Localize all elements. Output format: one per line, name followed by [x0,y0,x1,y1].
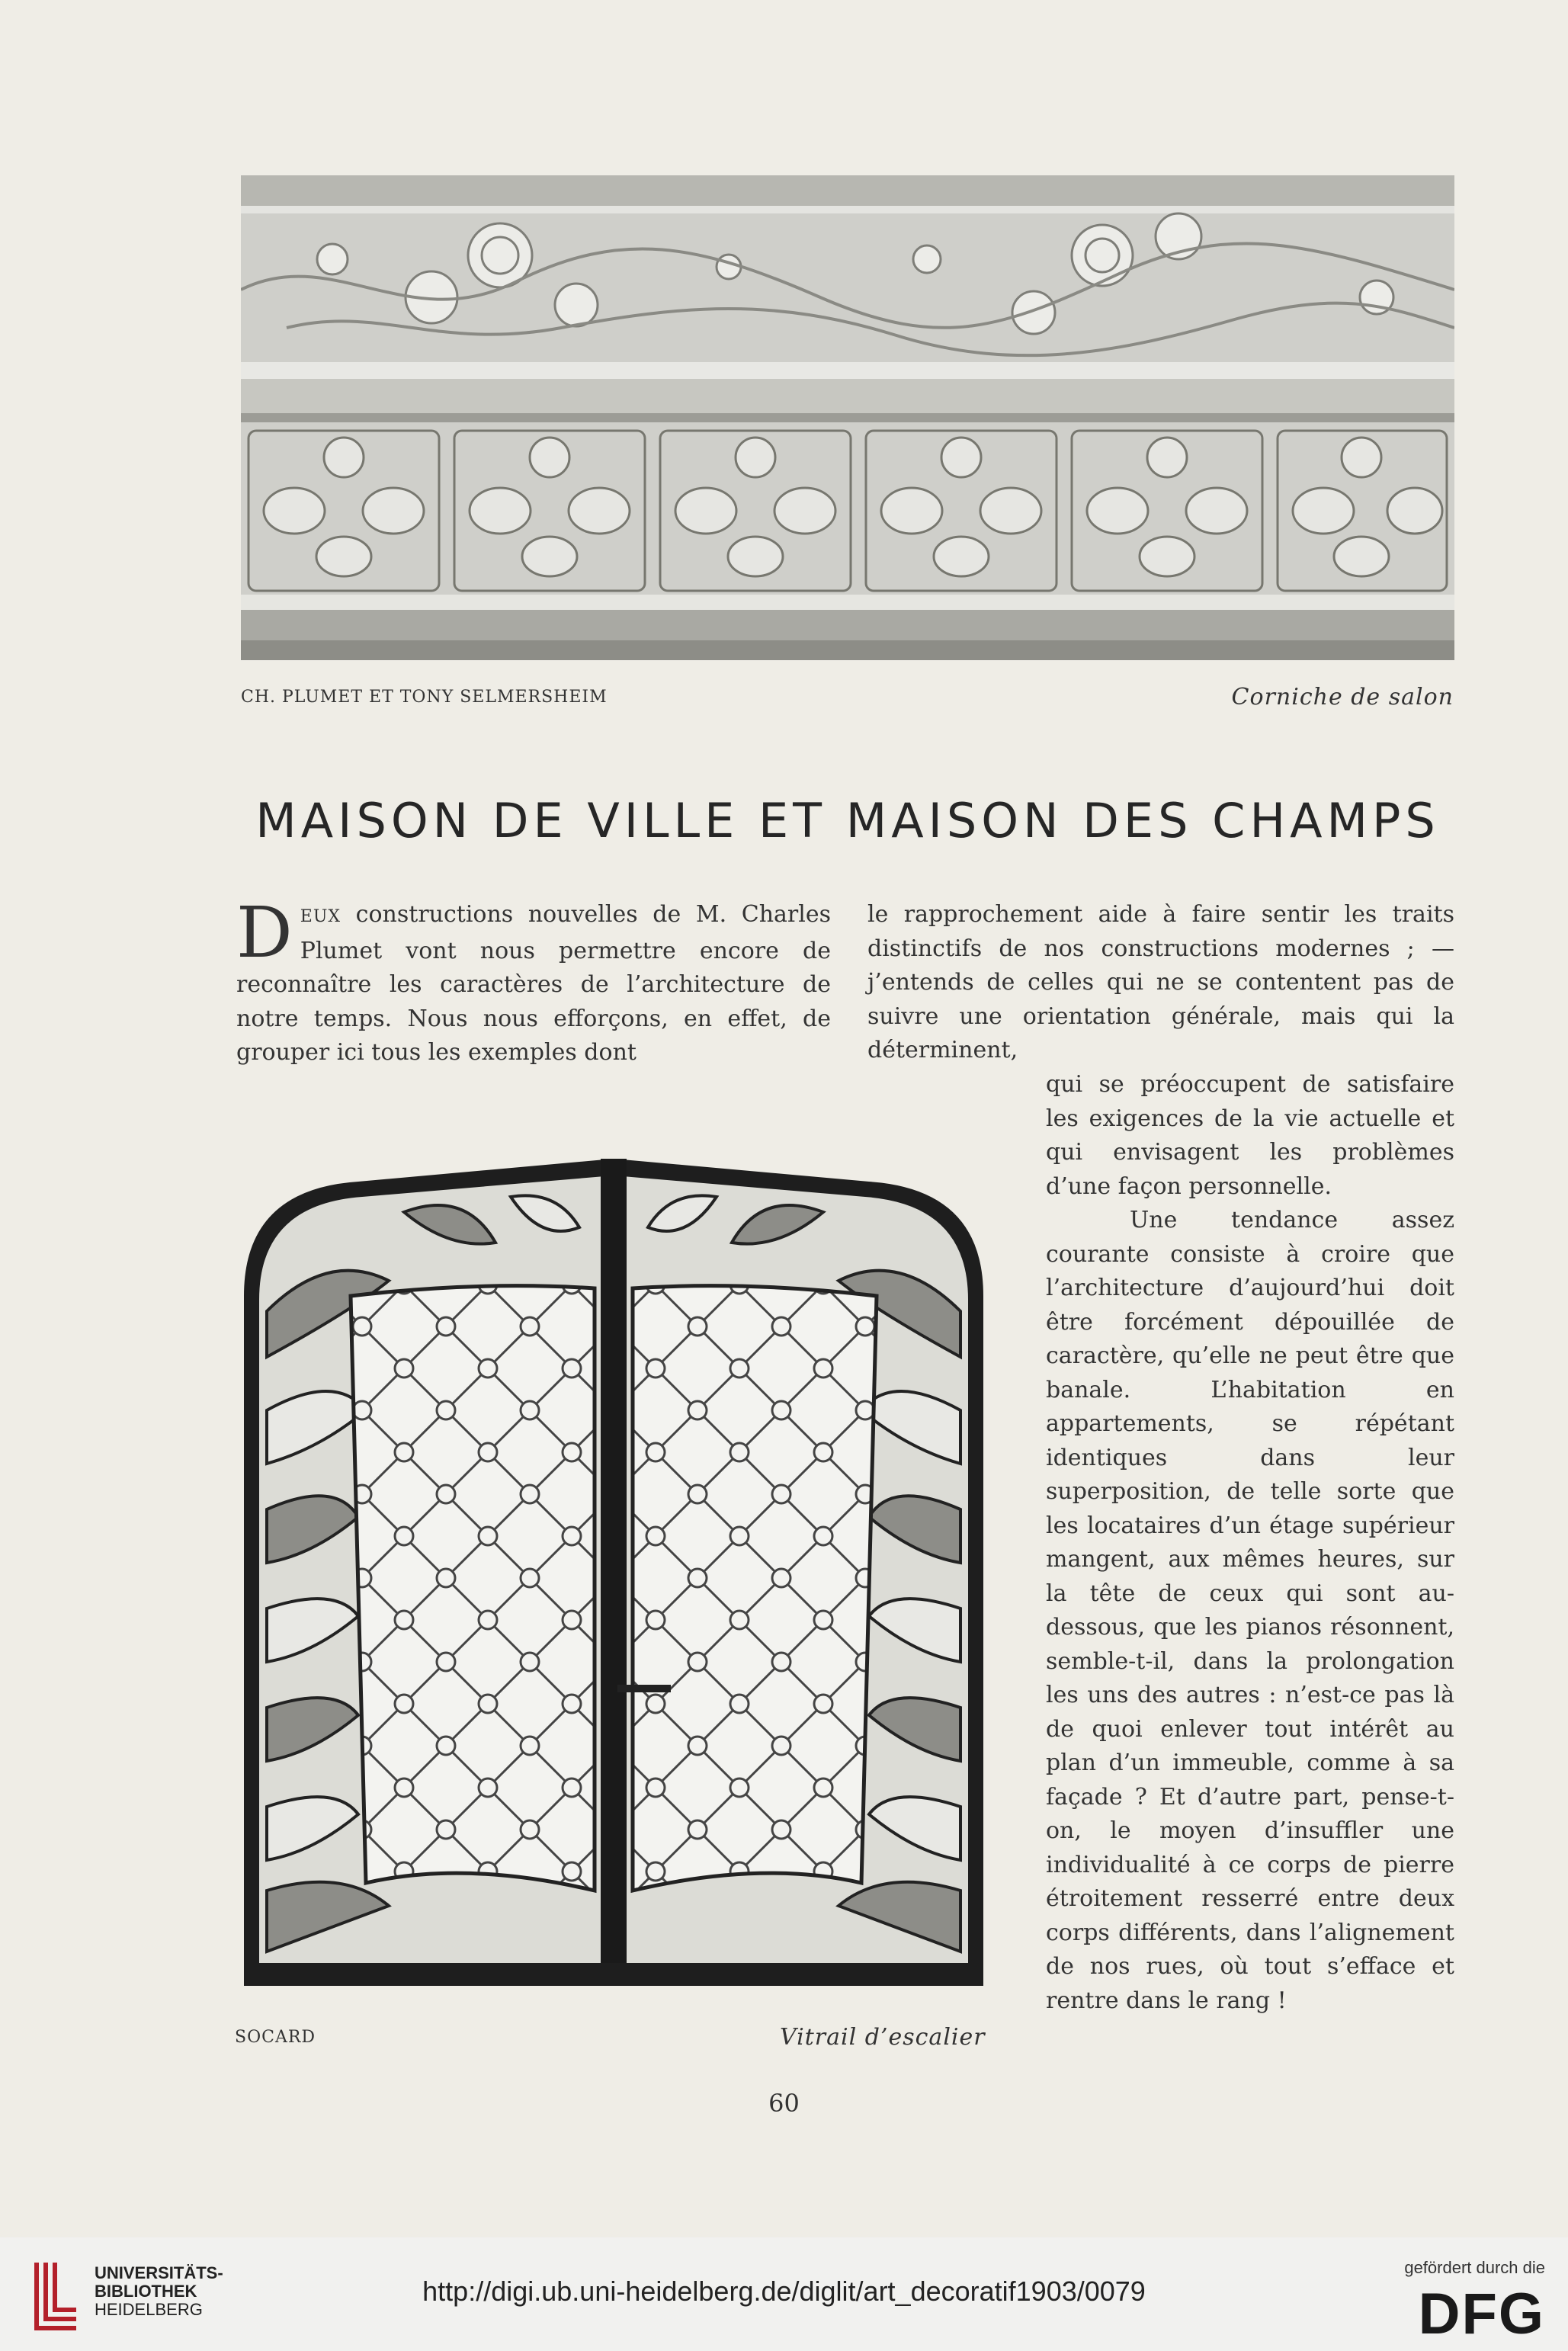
article-title: MAISON DE VILLE ET MAISON DES CHAMPS [255,793,1440,848]
cornice-relief-illustration [241,175,1454,660]
cornice-credit: CH. PLUMET ET TONY SELMERSHEIM [241,688,608,707]
right-paragraph-continued: qui se préoccupent de satisfaire les exigences de la vie actuelle et qui envisagent les problèmes d’une façon personnelle. [1046,1071,1454,1200]
right-text-column-top [867,898,1454,1068]
right-paragraph-second: Une tendance assez courante consiste à croire que l’architecture d’aujourd’hui doit être forcément dépouillée de caractère, qu’elle ne peut être que banale. L’habitation en appartements, se répétant identiques dans leur superposition, de telle sorte que les locataires d’un étage supérieur mangent, aux mêmes heures, sur la tête de ceux qui sont au-dessous, que les pianos résonnent, semble-t-il, dans la prolongation les uns des autres : n’est-ce pas là de quoi enlever tout intérêt au plan d’un immeuble, comme à sa façade ? Et d’autre part, pense-t-on, le moyen d’insuffler une individualité à ce corps de pierre étroitement resserré entre deux corps différents, dans l’alignement de nos rues, où tout s’efface et rentre dans le rang ! [1046,1207,1454,2014]
stained-glass-window-drawing [236,1159,991,1990]
dfg-logo: DFG [1418,2282,1545,2346]
right-paragraph-top: le rapprochement aide à faire sentir les traits distinctifs de nos constructions modernes ; — j’entends de celles qui ne se contentent pas de suivre une orientation générale, mais qui la déterminent, [867,901,1454,1063]
library-name-line3: HEIDELBERG [95,2300,203,2319]
page-number: 60 [768,2089,800,2118]
vitrail-caption: Vitrail d’escalier [780,2024,986,2051]
left-paragraph-text: constructions nouvelles de M. Charles Plumet vont nous permettre encore de reconnaître les caractères de l’architecture de notre temps. Nous nous efforçons, en effet, de grouper ici tous les exemples dont [236,901,831,1066]
vitrail-credit: SOCARD [235,2028,316,2047]
funding-label: gefördert durch die [1404,2258,1545,2277]
drop-cap: D [236,892,293,973]
lead-smallcaps: EUX [300,907,341,926]
source-url-link[interactable]: http://digi.ub.uni-heidelberg.de/diglit/art_decoratif1903/0079 [422,2276,1146,2307]
library-name-line1: UNIVERSITÄTS- [95,2263,223,2282]
cornice-caption: Corniche de salon [1231,684,1454,710]
left-paragraph [236,892,831,1070]
cornice-photograph [241,175,1454,660]
right-text-column-narrow [1046,1068,1454,2018]
left-text-column [236,892,831,1070]
stained-glass-illustration [236,1159,991,1990]
library-name-line2: BIBLIOTHEK [95,2282,197,2301]
